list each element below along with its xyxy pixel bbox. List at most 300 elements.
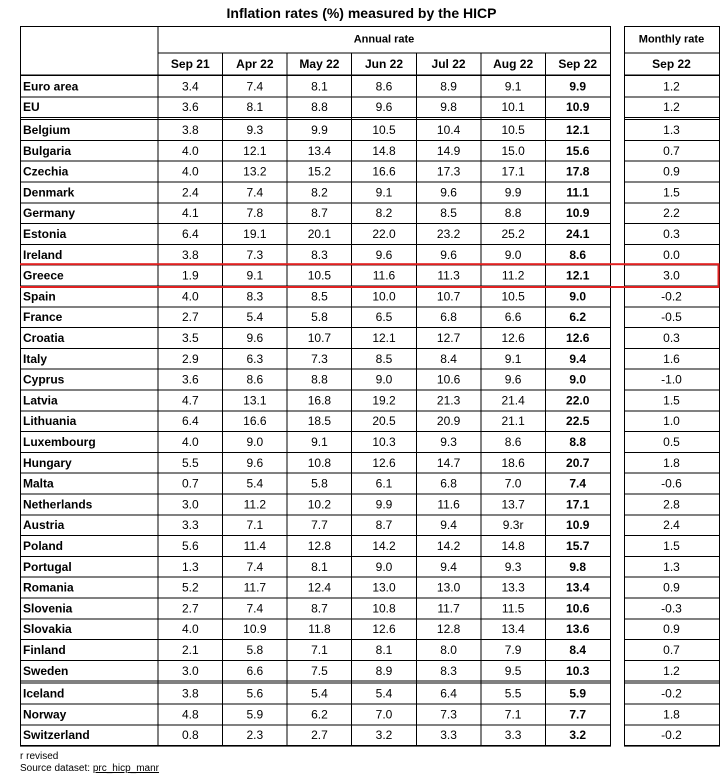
annual-value: 9.0 <box>375 559 393 574</box>
annual-value: 9.3 <box>440 435 457 449</box>
annual-value: 22.0 <box>372 227 396 241</box>
annual-value: 8.9 <box>440 79 457 94</box>
annual-value: 3.0 <box>181 663 199 678</box>
annual-value: 10.9 <box>566 100 590 115</box>
inflation-table-svg <box>20 26 720 751</box>
annual-value: 9.4 <box>440 559 457 574</box>
annual-value: 0.7 <box>181 476 199 491</box>
annual-value: 8.1 <box>311 79 328 94</box>
monthly-value: 2.2 <box>663 206 680 221</box>
annual-value: 8.2 <box>311 185 328 200</box>
annual-value: 10.5 <box>372 123 396 137</box>
annual-value: 17.3 <box>436 164 461 179</box>
annual-value: 10.3 <box>372 435 396 449</box>
annual-value: 7.1 <box>504 707 522 722</box>
annual-value: 9.1 <box>375 185 393 200</box>
annual-value: 10.7 <box>307 331 332 345</box>
annual-value: 15.2 <box>307 164 332 179</box>
annual-value: 9.6 <box>440 247 457 262</box>
annual-value: 5.6 <box>181 539 199 553</box>
annual-value: 8.2 <box>375 206 393 221</box>
annual-value: 11.7 <box>243 580 267 595</box>
annual-value: 14.8 <box>501 539 525 553</box>
annual-value: 7.4 <box>246 559 264 574</box>
annual-value: 21.1 <box>501 414 525 429</box>
monthly-value: 2.8 <box>663 497 680 512</box>
annual-value: 5.6 <box>246 686 264 701</box>
annual-value: 9.1 <box>246 268 264 283</box>
annual-value: 11.2 <box>501 268 525 283</box>
annual-value: 9.3 <box>246 123 264 137</box>
column-header: May 22 <box>299 57 340 71</box>
annual-value: 6.4 <box>181 414 199 429</box>
annual-value: 12.6 <box>372 622 396 637</box>
annual-value: 5.4 <box>246 476 264 491</box>
annual-value: 3.0 <box>181 497 199 512</box>
annual-value: 8.7 <box>375 518 393 533</box>
annual-value: 6.4 <box>440 686 457 701</box>
annual-value: 9.5 <box>504 663 522 678</box>
annual-value: 9.3 <box>504 559 522 574</box>
annual-value: 10.8 <box>307 455 332 470</box>
annual-value: 9.4 <box>440 518 457 533</box>
annual-value: 5.8 <box>311 310 328 325</box>
row-label: Romania <box>23 580 74 595</box>
annual-value: 13.0 <box>372 580 396 595</box>
annual-value: 6.8 <box>440 476 457 491</box>
monthly-value: -0.3 <box>661 601 682 616</box>
monthly-value: -0.5 <box>661 310 682 325</box>
annual-value: 10.6 <box>566 601 590 616</box>
annual-value: 11.6 <box>437 497 460 512</box>
annual-value: 8.6 <box>504 435 522 449</box>
annual-value: 3.3 <box>504 728 522 743</box>
annual-value: 12.1 <box>566 123 590 137</box>
annual-value: 17.1 <box>566 497 590 512</box>
annual-value: 3.3 <box>440 728 457 743</box>
monthly-value: -1.0 <box>661 372 682 387</box>
monthly-value: 1.6 <box>663 351 680 366</box>
annual-value: 10.3 <box>566 663 590 678</box>
annual-value: 9.1 <box>504 351 522 366</box>
monthly-value: 0.0 <box>663 247 680 262</box>
annual-value: 8.4 <box>440 351 457 366</box>
row-label: Poland <box>23 539 64 553</box>
annual-value: 6.3 <box>246 351 264 366</box>
annual-value: 4.1 <box>181 206 199 221</box>
annual-value: 10.0 <box>372 289 396 304</box>
annual-value: 7.3 <box>246 247 264 262</box>
annual-value: 9.6 <box>440 185 457 200</box>
annual-value: 9.6 <box>375 100 393 115</box>
annual-value: 11.5 <box>501 601 525 616</box>
annual-value: 12.6 <box>501 331 525 345</box>
annual-value: 4.0 <box>181 164 199 179</box>
monthly-value: 0.7 <box>663 643 680 657</box>
annual-value: 11.8 <box>308 622 331 637</box>
monthly-value: 0.3 <box>663 227 680 241</box>
annual-value: 21.4 <box>501 393 525 408</box>
row-label: France <box>23 310 63 325</box>
row-label: Bulgaria <box>23 143 72 158</box>
monthly-value: 1.8 <box>663 455 680 470</box>
annual-value: 6.6 <box>246 663 264 678</box>
annual-value: 14.2 <box>372 539 396 553</box>
annual-value: 8.8 <box>504 206 522 221</box>
annual-value: 11.1 <box>566 185 590 200</box>
row-label: Slovakia <box>23 622 72 637</box>
row-label: Croatia <box>23 331 65 345</box>
annual-value: 20.1 <box>307 227 332 241</box>
annual-value: 12.6 <box>566 331 590 345</box>
row-label: Belgium <box>23 123 71 137</box>
column-header: Sep 22 <box>558 57 598 71</box>
annual-value: 11.6 <box>372 268 396 283</box>
annual-value: 13.2 <box>243 164 267 179</box>
group-header-monthly: Monthly rate <box>638 33 705 46</box>
annual-value: 8.5 <box>311 289 328 304</box>
annual-value: 10.5 <box>501 289 525 304</box>
monthly-value: 2.4 <box>663 518 680 533</box>
annual-value: 8.1 <box>375 643 393 657</box>
annual-value: 9.9 <box>311 123 328 137</box>
annual-value: 3.8 <box>181 686 199 701</box>
annual-value: 8.8 <box>569 435 587 449</box>
annual-value: 4.8 <box>181 707 199 722</box>
monthly-value: -0.2 <box>661 728 682 743</box>
annual-value: 20.5 <box>372 414 396 429</box>
annual-value: 7.8 <box>246 206 264 221</box>
column-header-monthly: Sep 22 <box>652 57 691 71</box>
annual-value: 13.4 <box>501 622 525 637</box>
annual-value: 2.1 <box>181 643 199 657</box>
monthly-value: 0.5 <box>663 435 680 449</box>
annual-value: 10.9 <box>243 622 267 637</box>
annual-value: 9.6 <box>504 372 522 387</box>
annual-value: 8.8 <box>311 100 328 115</box>
annual-value: 7.3 <box>311 351 328 366</box>
row-label: Malta <box>23 476 54 491</box>
annual-value: 3.5 <box>181 331 199 345</box>
annual-value: 7.4 <box>246 601 264 616</box>
annual-value: 8.3 <box>440 663 457 678</box>
annual-value: 17.1 <box>501 164 525 179</box>
monthly-value: 0.9 <box>663 580 680 595</box>
revised-note: r revised <box>20 751 59 762</box>
annual-value: 6.2 <box>311 707 328 722</box>
annual-value: 3.8 <box>181 247 199 262</box>
row-label: Hungary <box>23 455 72 470</box>
annual-value: 10.5 <box>307 268 332 283</box>
monthly-value: 1.2 <box>663 100 680 115</box>
annual-value: 9.9 <box>504 185 522 200</box>
row-label: Finland <box>23 643 66 657</box>
annual-value: 25.2 <box>501 227 525 241</box>
monthly-value: 1.3 <box>663 559 680 574</box>
annual-value: 8.8 <box>311 372 328 387</box>
column-header: Jul 22 <box>431 57 466 71</box>
annual-value: 11.3 <box>437 268 460 283</box>
annual-value: 5.2 <box>181 580 199 595</box>
annual-value: 2.4 <box>181 185 199 200</box>
annual-value: 7.7 <box>311 518 328 533</box>
annual-value: 9.8 <box>569 559 587 574</box>
annual-value: 12.6 <box>372 455 396 470</box>
column-header: Aug 22 <box>493 57 534 71</box>
annual-value: 8.5 <box>440 206 457 221</box>
annual-value: 4.0 <box>181 143 199 158</box>
row-label: Ireland <box>23 247 63 262</box>
annual-value: 14.8 <box>372 143 396 158</box>
annual-value: 12.7 <box>436 331 461 345</box>
group-header-annual: Annual rate <box>353 33 415 46</box>
table-title: Inflation rates (%) measured by the HICP <box>226 5 497 21</box>
annual-value: 5.8 <box>311 476 328 491</box>
highlight-box <box>20 264 719 287</box>
monthly-value: 0.3 <box>663 331 680 345</box>
monthly-value: -0.2 <box>661 686 682 701</box>
source-prefix: Source dataset: <box>20 763 93 774</box>
annual-value: 4.0 <box>181 622 199 637</box>
annual-value: 8.9 <box>375 663 393 678</box>
annual-value: 7.1 <box>311 643 328 657</box>
annual-value: 9.8 <box>440 100 457 115</box>
annual-value: 10.5 <box>501 123 525 137</box>
row-label: Spain <box>23 289 56 304</box>
annual-value: 13.3 <box>501 580 525 595</box>
annual-value: 3.4 <box>181 79 199 94</box>
monthly-value: 0.7 <box>663 143 680 158</box>
annual-value: 7.1 <box>246 518 264 533</box>
annual-value: 5.4 <box>311 686 328 701</box>
annual-value: 8.1 <box>311 559 328 574</box>
row-label: Norway <box>23 707 67 722</box>
annual-value: 5.4 <box>246 310 264 325</box>
annual-value: 20.7 <box>566 455 590 470</box>
annual-value: 17.8 <box>566 164 590 179</box>
monthly-value: 1.5 <box>663 185 680 200</box>
row-label: Netherlands <box>23 497 93 512</box>
annual-value: 5.9 <box>246 707 264 722</box>
annual-value: 13.7 <box>501 497 525 512</box>
annual-value: 9.9 <box>375 497 393 512</box>
annual-value: 10.8 <box>372 601 396 616</box>
column-header: Jun 22 <box>364 57 404 71</box>
monthly-value: 0.9 <box>663 164 680 179</box>
annual-value: 16.6 <box>243 414 267 429</box>
row-label: Germany <box>23 206 76 221</box>
annual-value: 9.1 <box>311 435 328 449</box>
annual-value: 9.6 <box>246 455 264 470</box>
annual-value: 15.0 <box>501 143 525 158</box>
annual-value: 9.9 <box>569 79 587 94</box>
annual-value: 9.0 <box>375 372 393 387</box>
annual-value: 9.0 <box>504 247 522 262</box>
row-label: Switzerland <box>23 728 90 743</box>
inflation-table <box>20 26 720 751</box>
annual-value: 6.6 <box>504 310 522 325</box>
annual-value: 15.7 <box>566 539 590 553</box>
annual-value: 12.1 <box>372 331 396 345</box>
row-label: Denmark <box>23 185 75 200</box>
annual-value: 19.2 <box>372 393 396 408</box>
annual-value: 8.6 <box>246 372 264 387</box>
monthly-value: 1.0 <box>663 414 680 429</box>
monthly-value: -0.2 <box>661 289 682 304</box>
annual-value: 10.9 <box>566 206 590 221</box>
column-header: Sep 21 <box>170 57 210 71</box>
annual-value: 7.7 <box>569 707 587 722</box>
row-label: Italy <box>23 351 48 366</box>
annual-value: 16.8 <box>307 393 332 408</box>
annual-value: 10.7 <box>436 289 461 304</box>
annual-value: 7.9 <box>504 643 522 657</box>
column-header: Apr 22 <box>236 57 274 71</box>
annual-value: 22.0 <box>566 393 590 408</box>
annual-value: 8.0 <box>440 643 457 657</box>
annual-value: 7.4 <box>569 476 587 491</box>
annual-value: 3.2 <box>375 728 393 743</box>
row-label: Sweden <box>23 663 69 678</box>
annual-value: 8.4 <box>569 643 587 657</box>
monthly-value: 1.8 <box>663 707 680 722</box>
annual-value: 8.7 <box>311 601 328 616</box>
annual-value: 10.4 <box>436 123 461 137</box>
annual-value: 3.6 <box>181 100 199 115</box>
annual-value: 9.1 <box>504 79 522 94</box>
annual-value: 13.4 <box>307 143 332 158</box>
annual-value: 8.7 <box>311 206 328 221</box>
row-label: Lithuania <box>23 414 77 429</box>
annual-value: 7.4 <box>246 185 264 200</box>
annual-value: 3.3 <box>181 518 199 533</box>
annual-value: 6.8 <box>440 310 457 325</box>
annual-value: 23.2 <box>436 227 461 241</box>
annual-value: 10.9 <box>566 518 590 533</box>
annual-value: 8.6 <box>569 247 587 262</box>
source-note <box>20 763 159 775</box>
annual-value: 5.5 <box>504 686 522 701</box>
row-label: Czechia <box>23 164 69 179</box>
annual-value: 19.1 <box>243 227 267 241</box>
annual-value: 2.7 <box>311 728 328 743</box>
annual-value: 5.4 <box>375 686 393 701</box>
annual-value: 15.6 <box>566 143 590 158</box>
annual-value: 10.6 <box>436 372 461 387</box>
row-label: Euro area <box>23 79 79 94</box>
source-dataset-link[interactable]: prc_hicp_manr <box>92 763 159 774</box>
annual-value: 9.6 <box>375 247 393 262</box>
annual-value: 9.0 <box>246 435 264 449</box>
annual-value: 18.5 <box>307 414 332 429</box>
annual-value: 14.7 <box>436 455 461 470</box>
row-label: Portugal <box>23 559 72 574</box>
annual-value: 24.1 <box>566 227 590 241</box>
annual-value: 7.0 <box>375 707 393 722</box>
monthly-value: -0.6 <box>661 476 682 491</box>
annual-value: 14.9 <box>436 143 461 158</box>
annual-value: 1.3 <box>181 559 199 574</box>
row-label: Estonia <box>23 227 67 241</box>
row-label: Iceland <box>23 686 65 701</box>
annual-value: 10.1 <box>501 100 525 115</box>
annual-value: 9.0 <box>569 289 587 304</box>
annual-value: 4.7 <box>181 393 199 408</box>
annual-value: 3.8 <box>181 123 199 137</box>
annual-value: 11.4 <box>243 539 267 553</box>
annual-value: 13.4 <box>566 580 590 595</box>
monthly-value: 0.9 <box>663 622 680 637</box>
annual-value: 11.2 <box>243 497 267 512</box>
annual-value: 5.5 <box>181 455 199 470</box>
annual-value: 7.4 <box>246 79 264 94</box>
annual-value: 2.9 <box>181 351 199 366</box>
annual-value: 8.3 <box>311 247 328 262</box>
annual-value: 13.1 <box>243 393 267 408</box>
annual-value: 13.0 <box>436 580 461 595</box>
annual-value: 9.0 <box>569 372 587 387</box>
annual-value: 9.6 <box>246 331 264 345</box>
annual-value: 7.0 <box>504 476 522 491</box>
annual-value: 20.9 <box>436 414 461 429</box>
annual-value: 8.1 <box>246 100 264 115</box>
annual-value: 13.6 <box>566 622 590 637</box>
annual-value: 12.1 <box>566 268 590 283</box>
annual-value: 4.0 <box>181 289 199 304</box>
annual-value: 2.7 <box>181 601 199 616</box>
footnotes <box>20 751 159 775</box>
row-label: Slovenia <box>23 601 73 616</box>
row-label: Latvia <box>23 393 58 408</box>
row-label: Cyprus <box>23 372 65 387</box>
annual-value: 1.9 <box>181 268 199 283</box>
annual-value: 6.2 <box>569 310 587 325</box>
annual-value: 9.3r <box>502 518 524 533</box>
annual-value: 7.3 <box>440 707 457 722</box>
row-label: Austria <box>23 518 65 533</box>
annual-value: 6.5 <box>375 310 393 325</box>
annual-value: 14.2 <box>436 539 461 553</box>
row-label: Greece <box>23 268 64 283</box>
annual-value: 8.5 <box>375 351 393 366</box>
annual-value: 21.3 <box>436 393 461 408</box>
monthly-value: 3.0 <box>663 268 680 283</box>
annual-value: 3.6 <box>181 372 199 387</box>
annual-value: 12.8 <box>307 539 332 553</box>
annual-value: 18.6 <box>501 455 525 470</box>
annual-value: 12.4 <box>307 580 332 595</box>
annual-value: 16.6 <box>372 164 396 179</box>
annual-value: 6.4 <box>181 227 199 241</box>
annual-value: 2.3 <box>246 728 264 743</box>
annual-value: 12.8 <box>436 622 461 637</box>
monthly-value: 1.2 <box>663 663 680 678</box>
annual-value: 2.7 <box>181 310 199 325</box>
annual-value: 4.0 <box>181 435 199 449</box>
row-label: Luxembourg <box>23 435 96 449</box>
annual-value: 8.6 <box>375 79 393 94</box>
monthly-value: 1.3 <box>663 123 680 137</box>
monthly-value: 1.2 <box>663 79 680 94</box>
annual-value: 9.4 <box>569 351 587 366</box>
monthly-value: 1.5 <box>663 393 680 408</box>
row-label: EU <box>23 100 40 115</box>
annual-value: 11.7 <box>437 601 460 616</box>
annual-value: 7.5 <box>311 663 328 678</box>
annual-value: 12.1 <box>243 143 267 158</box>
annual-value: 6.1 <box>375 476 393 491</box>
annual-value: 5.9 <box>569 686 587 701</box>
